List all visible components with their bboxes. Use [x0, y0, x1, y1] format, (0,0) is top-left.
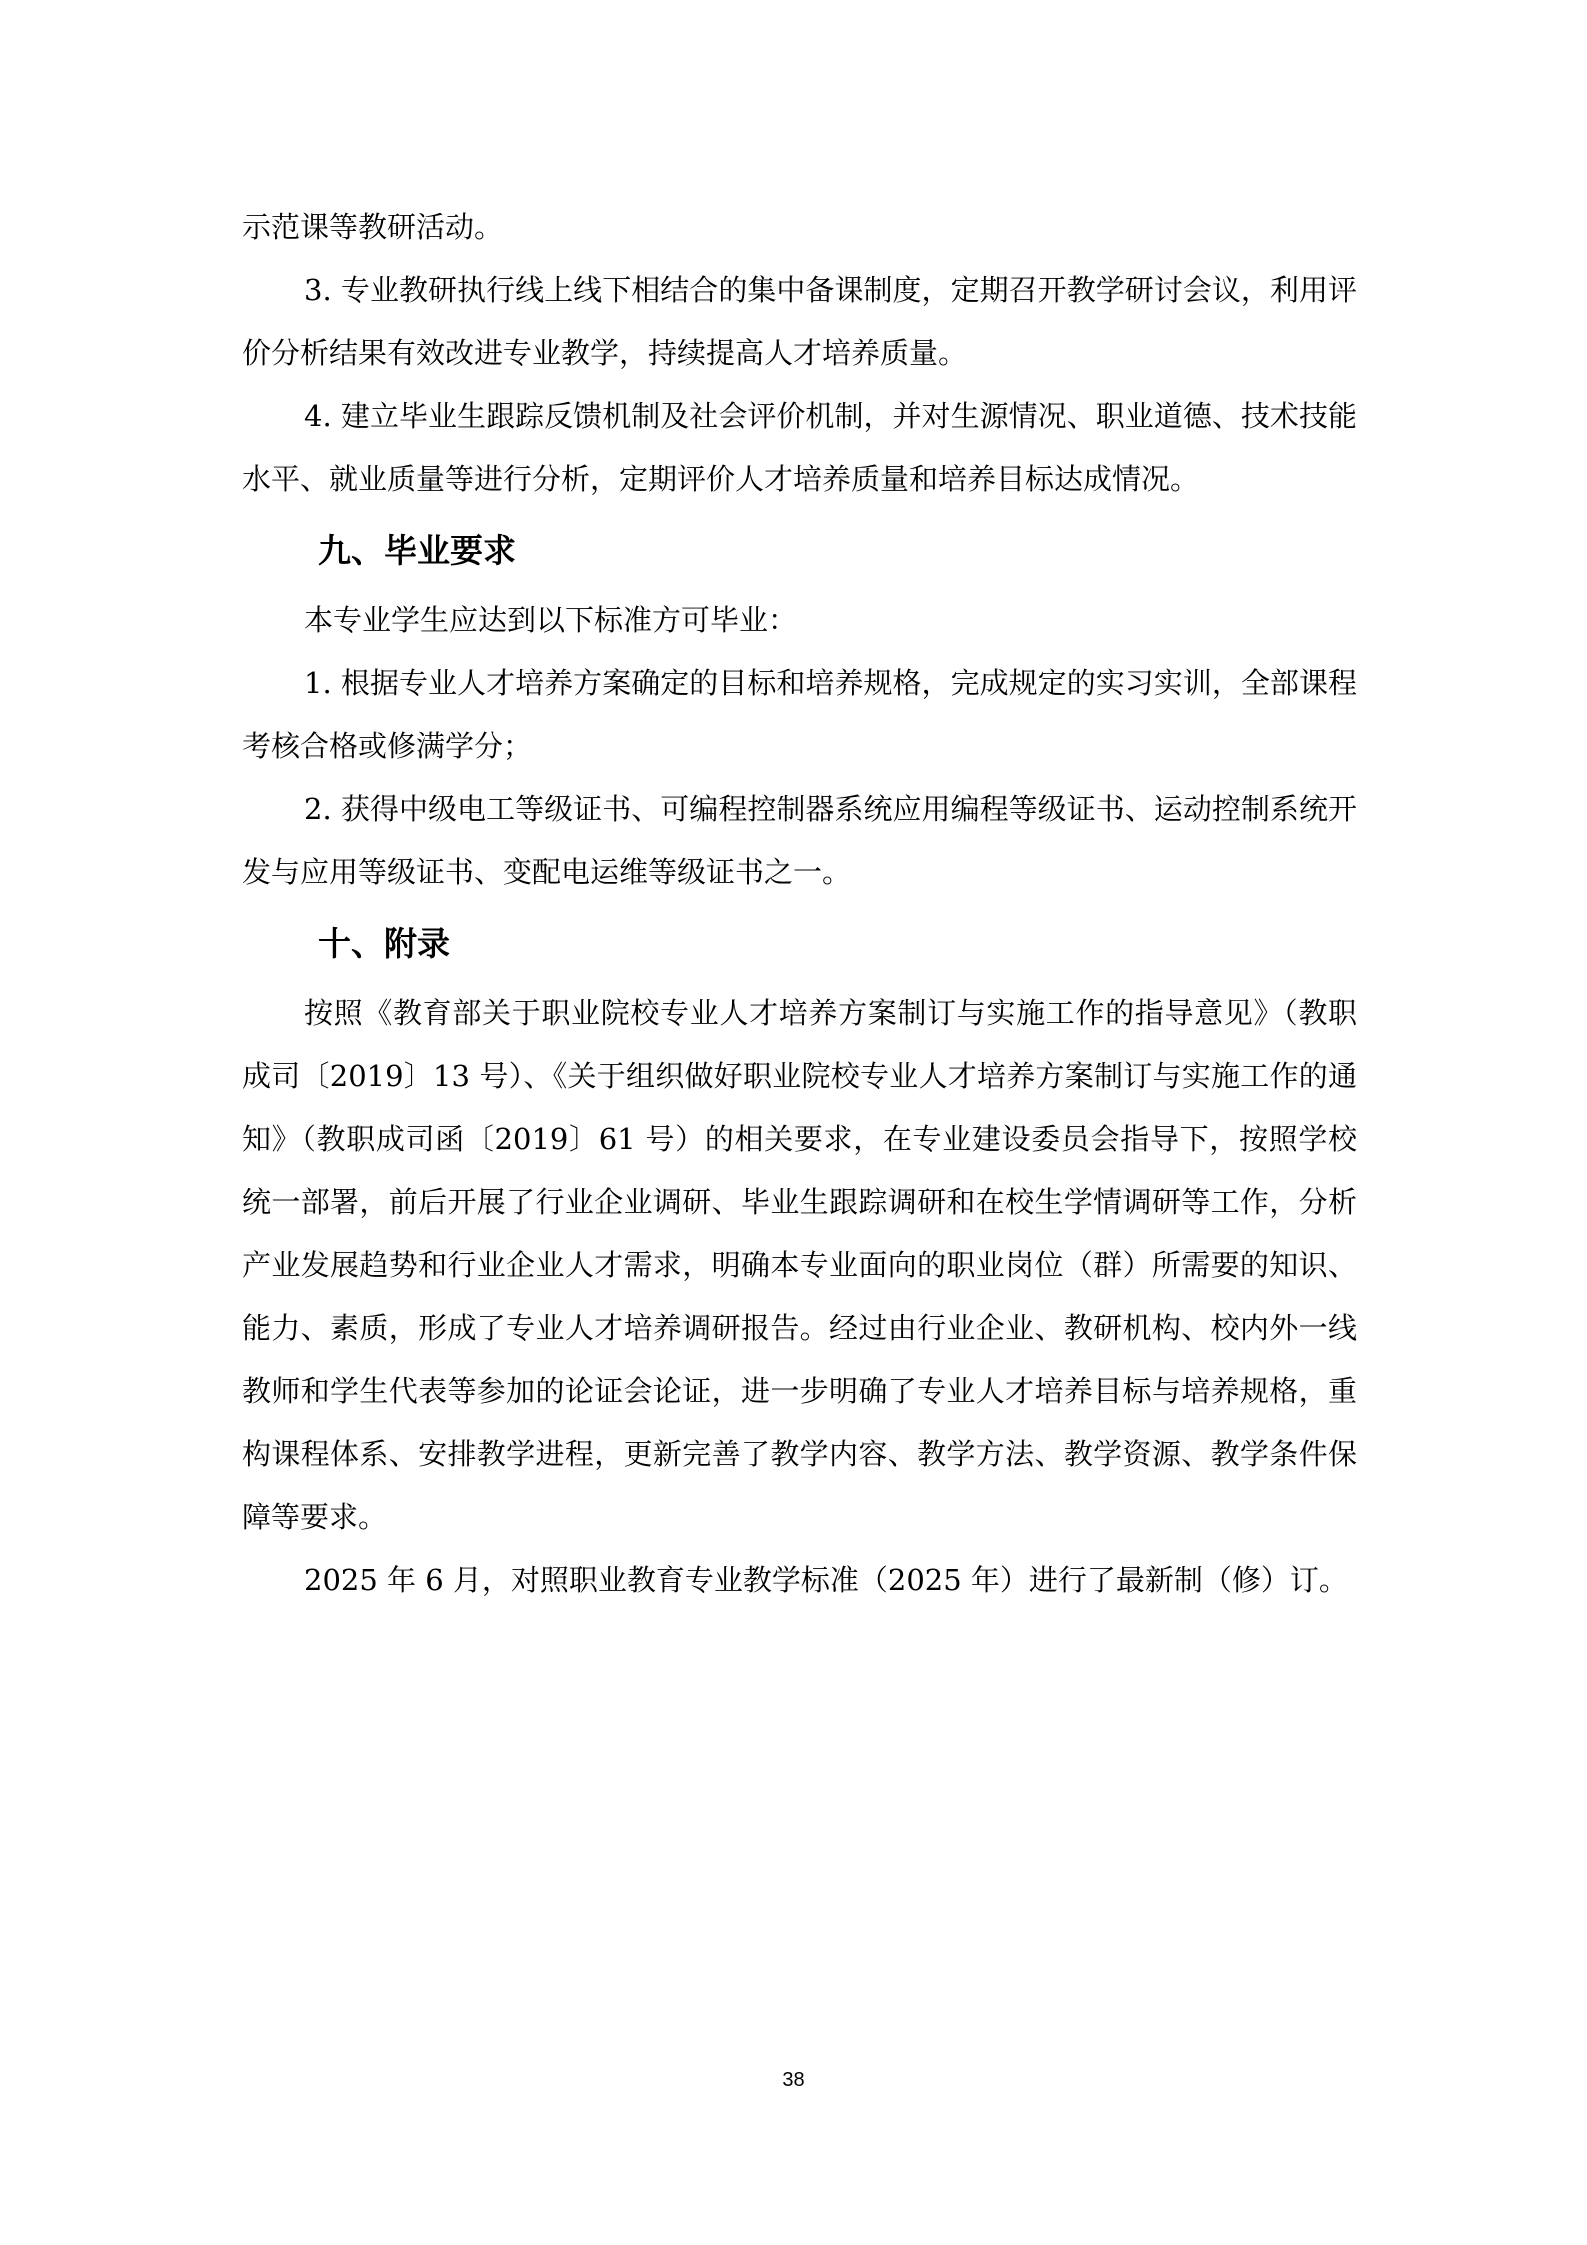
section-heading-graduation-requirements: 九、毕业要求 — [318, 531, 516, 570]
graduation-item-1: 1. 根据专业人才培养方案确定的目标和培养规格，完成规定的实习实训，全部课程考核合格或修满学分； — [242, 666, 1357, 763]
paragraph-item-4: 4. 建立毕业生跟踪反馈机制及社会评价机制，并对生源情况、职业道德、技术技能水平、就业质量等进行分析，定期评价人才培养质量和培养目标达成情况。 — [242, 399, 1357, 496]
paragraph-continuation: 示范课等教研活动。 — [242, 210, 504, 244]
appendix-paragraph-1: 按照《教育部关于职业院校专业人才培养方案制订与实施工作的指导意见》（教职成司〔2019〕13 号）、《关于组织做好职业院校专业人才培养方案制订与实施工作的通知》（教职成司函〔2019〕61 号）的相关要求，在专业建设委员会指导下，按照学校统一部署，前后开展了行业企业调研、毕业生跟踪调研和在校生学情调研等工作，分析产业发展趋势和行业企业人才需求，明确本专业面向的职业岗位（群）所需要的知识、能力、素质，形成了专业人才培养调研报告。经过由行业企业、教研机构、校内外一线教师和学生代表等参加的论证会论证，进一步明确了专业人才培养目标与培养规格，重构课程体系、安排教学进程，更新完善了教学内容、教学方法、教学资源、教学条件保障等要求。 — [242, 996, 1357, 1534]
section-heading-appendix: 十、附录 — [318, 924, 450, 963]
page-body — [242, 196, 1357, 1612]
page-number: 38 — [782, 2069, 805, 2091]
paragraph-item-3: 3. 专业教研执行线上线下相结合的集中备课制度，定期召开教学研讨会议，利用评价分析结果有效改进专业教学，持续提高人才培养质量。 — [242, 273, 1357, 370]
graduation-intro: 本专业学生应达到以下标准方可毕业： — [304, 603, 798, 637]
appendix-paragraph-2: 2025 年 6 月，对照职业教育专业教学标准（2025 年）进行了最新制（修）订。 — [304, 1563, 1348, 1597]
graduation-item-2: 2. 获得中级电工等级证书、可编程控制器系统应用编程等级证书、运动控制系统开发与应用等级证书、变配电运维等级证书之一。 — [242, 792, 1357, 889]
